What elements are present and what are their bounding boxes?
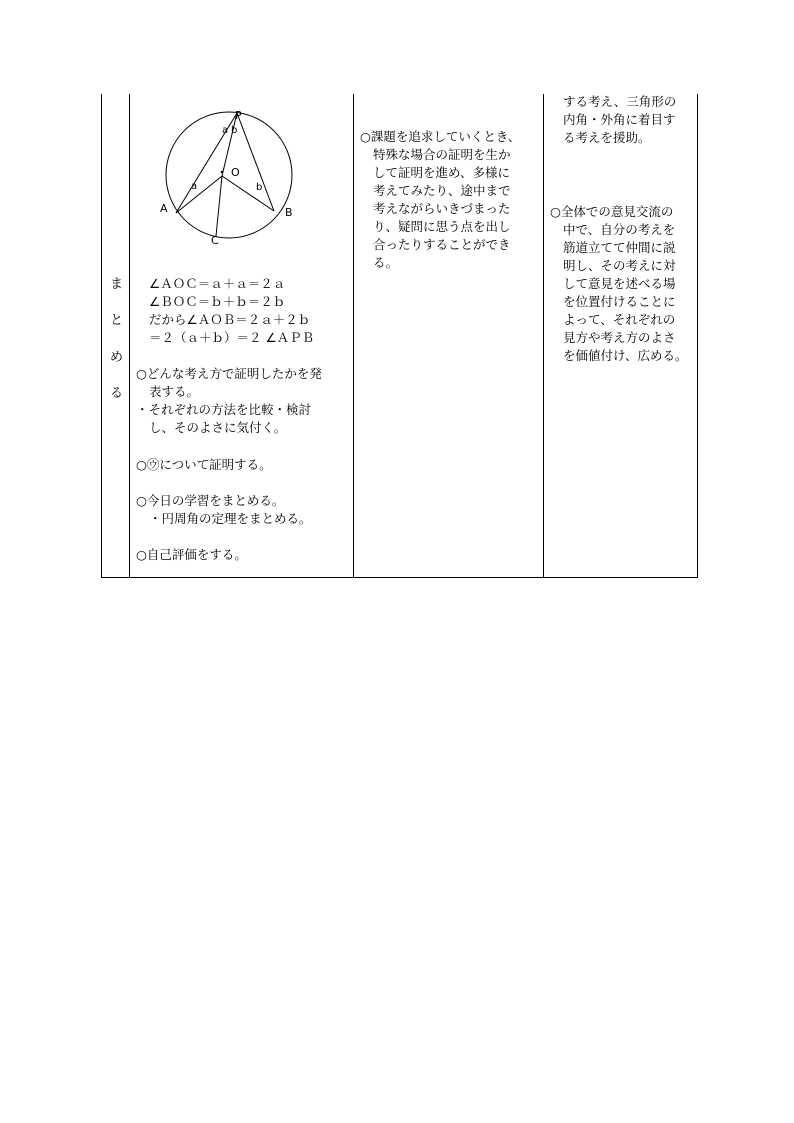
label-A: A bbox=[160, 202, 168, 215]
points-column bbox=[354, 94, 543, 577]
activity-item: し、そのよさに気付く。 bbox=[149, 420, 287, 435]
point-line: 考えてみたり、途中まで bbox=[373, 183, 511, 198]
support-line: 中で、自分の考えを bbox=[563, 222, 676, 237]
label-a-side: a bbox=[191, 181, 198, 192]
stage-char: ま bbox=[110, 277, 124, 292]
inscribed-angle-figure bbox=[130, 94, 353, 254]
table-border-right bbox=[697, 94, 698, 578]
point-line: ○課題を追求していくとき、 bbox=[360, 129, 521, 144]
support-line: を位置付けることに bbox=[563, 294, 676, 309]
point-line: して証明を進め、多様に bbox=[373, 165, 511, 180]
equation-line: ∠ＡＯＣ＝ａ＋ａ＝２ａ bbox=[149, 276, 286, 291]
label-b-side: b bbox=[256, 182, 263, 193]
support-line: する考え、三角形の bbox=[563, 94, 677, 109]
stage-char: め bbox=[110, 350, 124, 365]
activity-item: ○今日の学習をまとめる。 bbox=[136, 493, 285, 508]
support-line: ○全体での意見交流の bbox=[550, 204, 674, 219]
point-line: り、疑問に思う点を出し bbox=[373, 219, 511, 234]
stage-char: る bbox=[110, 386, 124, 401]
label-b-angle: b bbox=[231, 125, 238, 136]
label-O: O bbox=[231, 166, 240, 179]
stage-char: と bbox=[110, 313, 124, 328]
label-P: P bbox=[235, 109, 242, 122]
activity-item: ○自己評価をする。 bbox=[136, 547, 247, 562]
support-line: 内角・外角に着目す bbox=[563, 112, 676, 127]
support-line: る考えを援助。 bbox=[563, 130, 651, 145]
support-line: 明し、その考えに対 bbox=[563, 258, 676, 273]
support-line: 筋道立てて仲間に説 bbox=[563, 240, 676, 255]
point-line: る。 bbox=[373, 255, 399, 270]
support-line: して意見を述べる場 bbox=[563, 276, 676, 291]
activity-item: ○どんな考え方で証明したかを発 bbox=[136, 366, 322, 381]
activity-item: ・円周角の定理をまとめる。 bbox=[149, 511, 312, 526]
point-line: 合ったりすることができ bbox=[373, 237, 511, 252]
point-line: 特殊な場合の証明を生か bbox=[373, 147, 511, 162]
stage-column bbox=[102, 94, 129, 577]
label-B: B bbox=[285, 206, 293, 219]
support-line: を価値付け、広める。 bbox=[563, 348, 688, 363]
lesson-plan-table bbox=[101, 94, 698, 578]
label-a-angle: a bbox=[222, 125, 229, 136]
support-column bbox=[544, 94, 697, 577]
label-C: C bbox=[211, 234, 219, 247]
equation-line: だから∠ＡＯＢ＝２ａ＋２ｂ bbox=[149, 312, 311, 327]
equation-line: ∠ＢＯＣ＝ｂ＋ｂ＝２ｂ bbox=[149, 294, 286, 309]
point-line: 考えながらいきづまった bbox=[373, 201, 511, 216]
activity-item: ・それぞれの方法を比較・検討 bbox=[136, 402, 312, 417]
activity-item: ○㋒について証明する。 bbox=[136, 457, 272, 472]
support-line: 見方や考え方のよさ bbox=[563, 330, 676, 345]
equation-line: ＝２（ａ＋ｂ）＝２ ∠ＡＰＢ bbox=[149, 330, 315, 345]
table-border-bottom bbox=[101, 577, 698, 578]
activity-item: 表する。 bbox=[149, 384, 200, 399]
support-line: よって、それぞれの bbox=[563, 312, 676, 327]
activities-column bbox=[130, 94, 353, 577]
